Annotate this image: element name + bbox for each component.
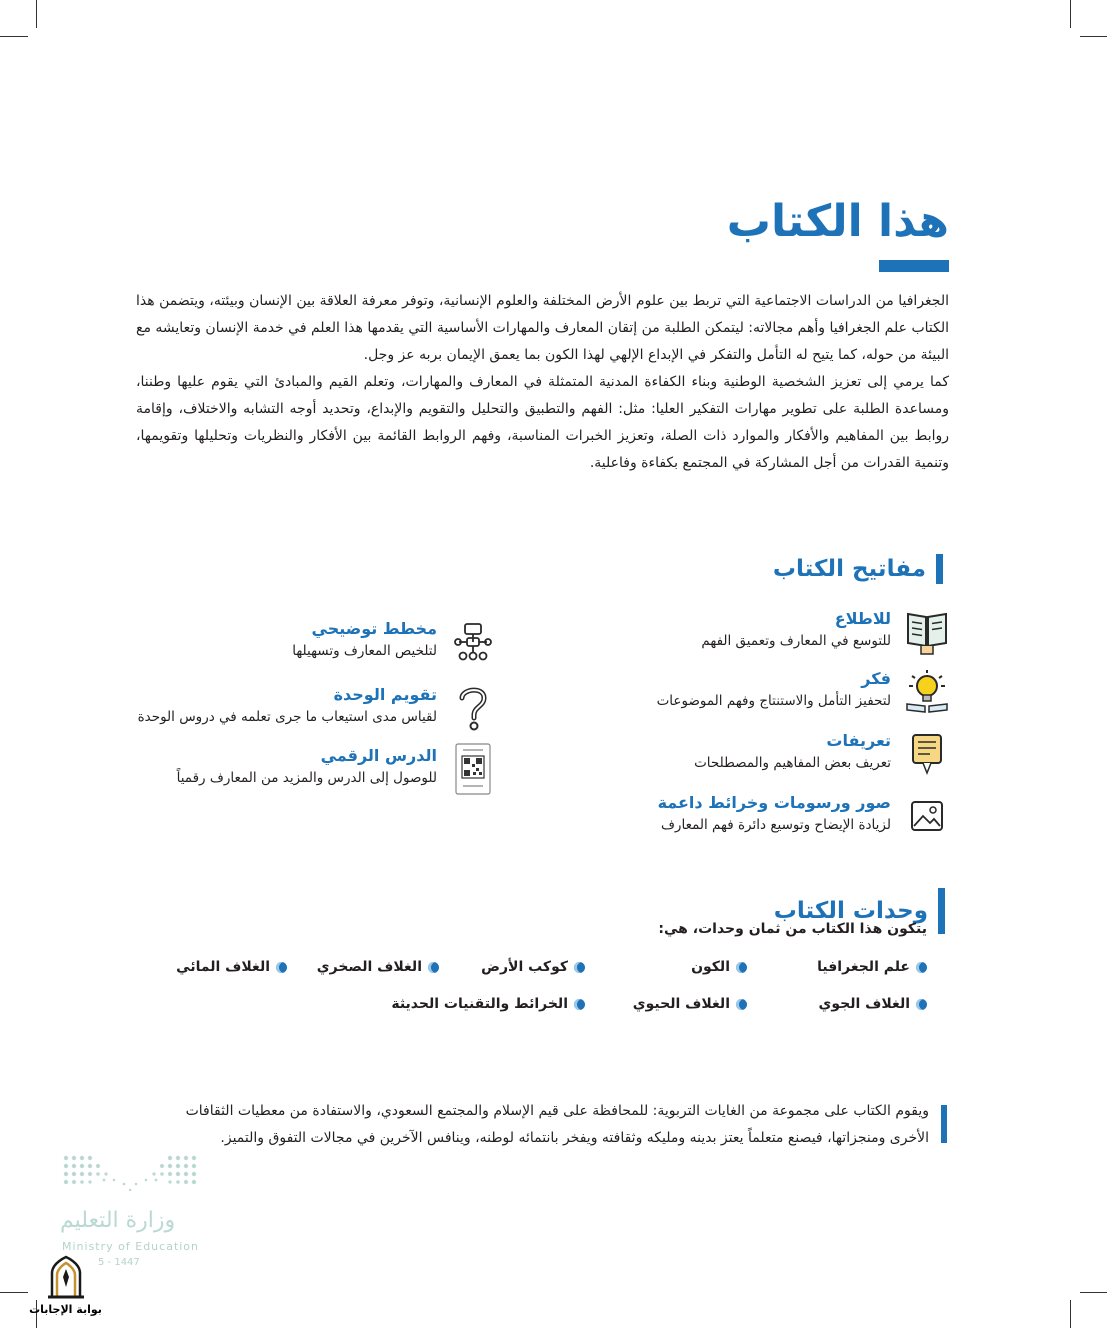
keys-heading xyxy=(773,554,943,584)
key-definitions xyxy=(694,730,951,778)
intro-paragraph: كما يرمي إلى تعزيز الشخصية الوطنية وبناء الكفاءة المدنية المتمثلة في المعارف والمهارات، وتعلم القيم والمبادئ التي يقوم عليها وطننا، ومساعدة الطلبة على تطوير مهارات التفكير العليا: مثل: الفهم والتطبيق والتحليل والتقويم والإبداع، وتحديد أوجه التشابه والاختلاف، وإقامة روابط بين المفاهيم والأفكار والموارد ذات الصلة، وتعزيز الخبرات المناسبة، وفهم الروابط القائمة بين الأفكار والنظريات وتحليلها وتقويمها، وتنمية القدرات من أجل المشاركة في المجتمع بكفاءة وفاعلية. xyxy=(136,374,949,471)
key-images-label: صور ورسومات وخرائط داعمة xyxy=(657,793,891,812)
key-think xyxy=(657,668,951,716)
intro-text xyxy=(136,288,949,477)
key-assessment-label: تقويم الوحدة xyxy=(333,685,437,704)
edition-year: 5 - 1447 xyxy=(98,1257,140,1268)
key-assessment xyxy=(138,684,497,732)
unit-item: الغلاف الصخري xyxy=(317,959,439,975)
bullet-icon xyxy=(736,962,747,973)
unit-item: علم الجغرافيا xyxy=(817,959,927,975)
key-images-desc: لزيادة الإيضاح وتوسيع دائرة فهم المعارف xyxy=(660,817,891,833)
image-icon xyxy=(903,792,951,840)
page-title: هذا الكتاب xyxy=(726,196,949,247)
bullet-icon xyxy=(736,999,747,1010)
ministry-name-ar: وزارة التعليم xyxy=(60,1208,176,1233)
watermark-label: بوابة الإجابات xyxy=(29,1303,102,1316)
key-digital xyxy=(177,745,497,793)
heading-bar xyxy=(936,554,943,584)
watermark-icon xyxy=(46,1255,86,1299)
key-diagram-desc: لتلخيص المعارف وتسهيلها xyxy=(292,643,437,659)
unit-item: الكون xyxy=(691,959,747,975)
unit-item: كوكب الأرض xyxy=(481,959,585,975)
units-heading-text: وحدات الكتاب xyxy=(773,898,928,924)
key-definitions-desc: تعريف بعض المفاهيم والمصطلحات xyxy=(694,755,891,771)
lightbulb-icon xyxy=(903,668,951,716)
outro-bar xyxy=(941,1105,947,1143)
heading-bar xyxy=(938,888,945,934)
unit-item: الغلاف الحيوي xyxy=(633,996,747,1012)
key-read-desc: للتوسع في المعارف وتعميق الفهم xyxy=(701,633,891,649)
bullet-icon xyxy=(916,962,927,973)
unit-item: الغلاف الجوي xyxy=(819,996,927,1012)
key-think-desc: لتحفيز التأمل والاستنتاج وفهم الموضوعات xyxy=(656,693,891,709)
qr-code-icon xyxy=(449,745,497,793)
unit-item: الخرائط والتقنيات الحديثة xyxy=(391,996,585,1012)
key-read xyxy=(701,608,951,656)
ministry-logo-icon xyxy=(60,1150,200,1198)
bullet-icon xyxy=(276,962,287,973)
units-intro: يتكون هذا الكتاب من ثمان وحدات، هي: xyxy=(658,921,927,937)
key-read-label: للاطلاع xyxy=(834,609,891,628)
intro-paragraph: الجغرافيا من الدراسات الاجتماعية التي تربط بين علوم الأرض المختلفة والعلوم الإنسانية، وتوفر معرفة العلاقة بين الإنسان وبيئته، ويتضمن هذا الكتاب علم الجغرافيا وأهم مجالاته: ليتمكن الطلبة من إتقان المعارف والمهارات الأساسية التي يقدمها هذا العلم في خدمة الإنسان وتعايشه مع البيئة من حوله، كما يتيح له التأمل والتفكر في الإبداع الإلهي لهذا الكون بما يعمق الإيمان بربه عز وجل. xyxy=(136,293,949,363)
bullet-icon xyxy=(574,962,585,973)
bullet-icon xyxy=(574,999,585,1010)
key-assessment-desc: لقياس مدى استيعاب ما جرى تعلمه في دروس الوحدة xyxy=(137,709,437,725)
flowchart-icon xyxy=(449,618,497,666)
keys-heading-text: مفاتيح الكتاب xyxy=(772,556,926,582)
ministry-name-en: Ministry of Education xyxy=(62,1240,200,1253)
key-definitions-label: تعريفات xyxy=(826,731,891,750)
key-diagram-label: مخطط توضيحي xyxy=(311,619,437,638)
question-mark-icon xyxy=(449,684,497,732)
key-images xyxy=(658,792,951,840)
outro-text: ويقوم الكتاب على مجموعة من الغايات التربوية: للمحافظة على قيم الإسلام والمجتمع السعودي، والاستفادة من معطيات الثقافات الأخرى ومنجزاتها، فيصنع متعلماً يعتز بدينه ومليكه وثقافته ويفخر بانتمائه لوطنه، وينافس الآخرين في مجالات التفوق والتميز. xyxy=(185,1103,929,1146)
definition-card-icon xyxy=(903,730,951,778)
unit-item: الغلاف المائي xyxy=(176,959,287,975)
key-think-label: فكر xyxy=(861,669,891,688)
bullet-icon xyxy=(428,962,439,973)
key-diagram xyxy=(292,618,497,666)
key-digital-label: الدرس الرقمي xyxy=(320,746,437,765)
title-underline xyxy=(879,260,949,272)
open-book-icon xyxy=(903,608,951,656)
watermark xyxy=(28,1255,103,1316)
key-digital-desc: للوصول إلى الدرس والمزيد من المعارف رقمياً xyxy=(176,770,437,786)
bullet-icon xyxy=(916,999,927,1010)
